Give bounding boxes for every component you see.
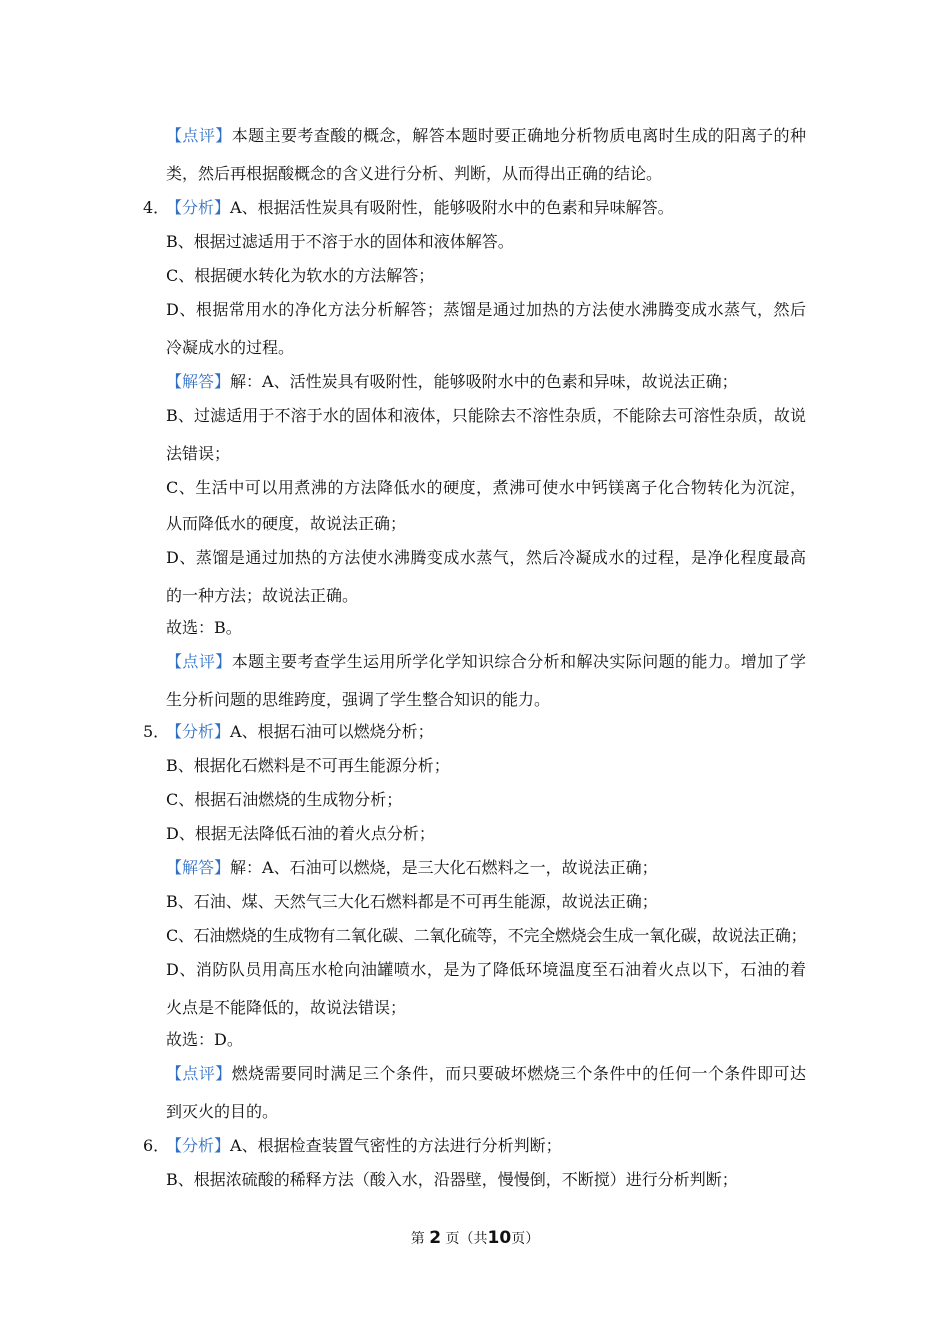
- analysis-tag: 【分析】: [166, 1136, 231, 1155]
- s3-comment-line-1: 【点评】本题主要考查酸的概念，解答本题时要正确地分析物质电离时生成的阳离子的种: [166, 126, 806, 145]
- s5-choice: 故选：D。: [166, 1030, 243, 1049]
- s4-analysis-d-line-1: D、根据常用水的净化方法分析解答；蒸馏是通过加热的方法使水沸腾变成水蒸气，然后: [166, 300, 806, 319]
- s4-answer-a: 【解答】解：A、活性炭具有吸附性，能够吸附水中的色素和异味，故说法正确；: [166, 372, 738, 391]
- s4-answer-c-line-1: C、生活中可以用煮沸的方法降低水的硬度，煮沸可使水中钙镁离子化合物转化为沉淀，: [166, 478, 806, 497]
- s5-analysis-c: C、根据石油燃烧的生成物分析；: [166, 790, 403, 809]
- s5-answer-b: B、石油、煤、天然气三大化石燃料都是不可再生能源，故说法正确；: [166, 892, 658, 911]
- s6-analysis-a: 【分析】A、根据检查装置气密性的方法进行分析判断；: [166, 1136, 562, 1155]
- s4-analysis-c: C、根据硬水转化为软水的方法解答；: [166, 266, 435, 285]
- s4-comment-line-2: 生分析问题的思维跨度，强调了学生整合知识的能力。: [166, 690, 551, 709]
- s4-analysis-d-line-2: 冷凝成水的过程。: [166, 338, 295, 357]
- s5-answer-c: C、石油燃烧的生成物有二氧化碳、二氧化硫等，不完全燃烧会生成一氧化碳，故说法正确；: [166, 926, 806, 945]
- question-number-5: 5．: [143, 722, 170, 741]
- question-number-6: 6．: [143, 1136, 170, 1155]
- total-page-number: 10: [487, 1228, 512, 1248]
- question-number-4: 4．: [143, 198, 170, 217]
- s4-answer-d-line-2: 的一种方法；故说法正确。: [166, 586, 359, 605]
- page-footer: 第 2 页（共10页）: [410, 1228, 540, 1248]
- s6-analysis-b: B、根据浓硫酸的稀释方法（酸入水，沿器壁，慢慢倒，不断搅）进行分析判断；: [166, 1170, 738, 1189]
- s4-analysis-b: B、根据过滤适用于不溶于水的固体和液体解答。: [166, 232, 514, 251]
- s4-answer-d-line-1: D、蒸馏是通过加热的方法使水沸腾变成水蒸气，然后冷凝成水的过程，是净化程度最高: [166, 548, 806, 567]
- analysis-tag: 【分析】: [166, 198, 231, 217]
- s4-analysis-a: 【分析】A、根据活性炭具有吸附性，能够吸附水中的色素和异味解答。: [166, 198, 674, 217]
- s4-answer-b-line-2: 法错误；: [166, 444, 231, 463]
- s3-comment-line-2: 类，然后再根据酸概念的含义进行分析、判断，从而得出正确的结论。: [166, 164, 663, 183]
- s5-answer-a: 【解答】解：A、石油可以燃烧，是三大化石燃料之一，故说法正确；: [166, 858, 658, 877]
- s4-answer-c-line-2: 从而降低水的硬度，故说法正确；: [166, 514, 407, 533]
- s5-analysis-a: 【分析】A、根据石油可以燃烧分析；: [166, 722, 434, 741]
- comment-tag: 【点评】: [166, 1064, 232, 1083]
- s5-analysis-d: D、根据无法降低石油的着火点分析；: [166, 824, 435, 843]
- s5-analysis-b: B、根据化石燃料是不可再生能源分析；: [166, 756, 450, 775]
- s5-comment-line-2: 到灭火的目的。: [166, 1102, 279, 1121]
- current-page-number: 2: [429, 1228, 442, 1248]
- comment-tag: 【点评】: [166, 126, 232, 145]
- s5-answer-d-line-1: D、消防队员用高压水枪向油罐喷水，是为了降低环境温度至石油着火点以下，石油的着: [166, 960, 806, 979]
- s4-choice: 故选：B。: [166, 618, 242, 637]
- s5-answer-d-line-2: 火点是不能降低的，故说法错误；: [166, 998, 407, 1017]
- s4-comment-line-1: 【点评】本题主要考查学生运用所学化学知识综合分析和解决实际问题的能力。增加了学: [166, 652, 806, 671]
- comment-tag: 【点评】: [166, 652, 232, 671]
- s5-comment-line-1: 【点评】燃烧需要同时满足三个条件，而只要破坏燃烧三个条件中的任何一个条件即可达: [166, 1064, 806, 1083]
- s4-answer-b-line-1: B、过滤适用于不溶于水的固体和液体，只能除去不溶性杂质，不能除去可溶性杂质，故说: [166, 406, 806, 425]
- analysis-tag: 【分析】: [166, 722, 231, 741]
- answer-tag: 【解答】: [166, 858, 231, 877]
- answer-tag: 【解答】: [166, 372, 231, 391]
